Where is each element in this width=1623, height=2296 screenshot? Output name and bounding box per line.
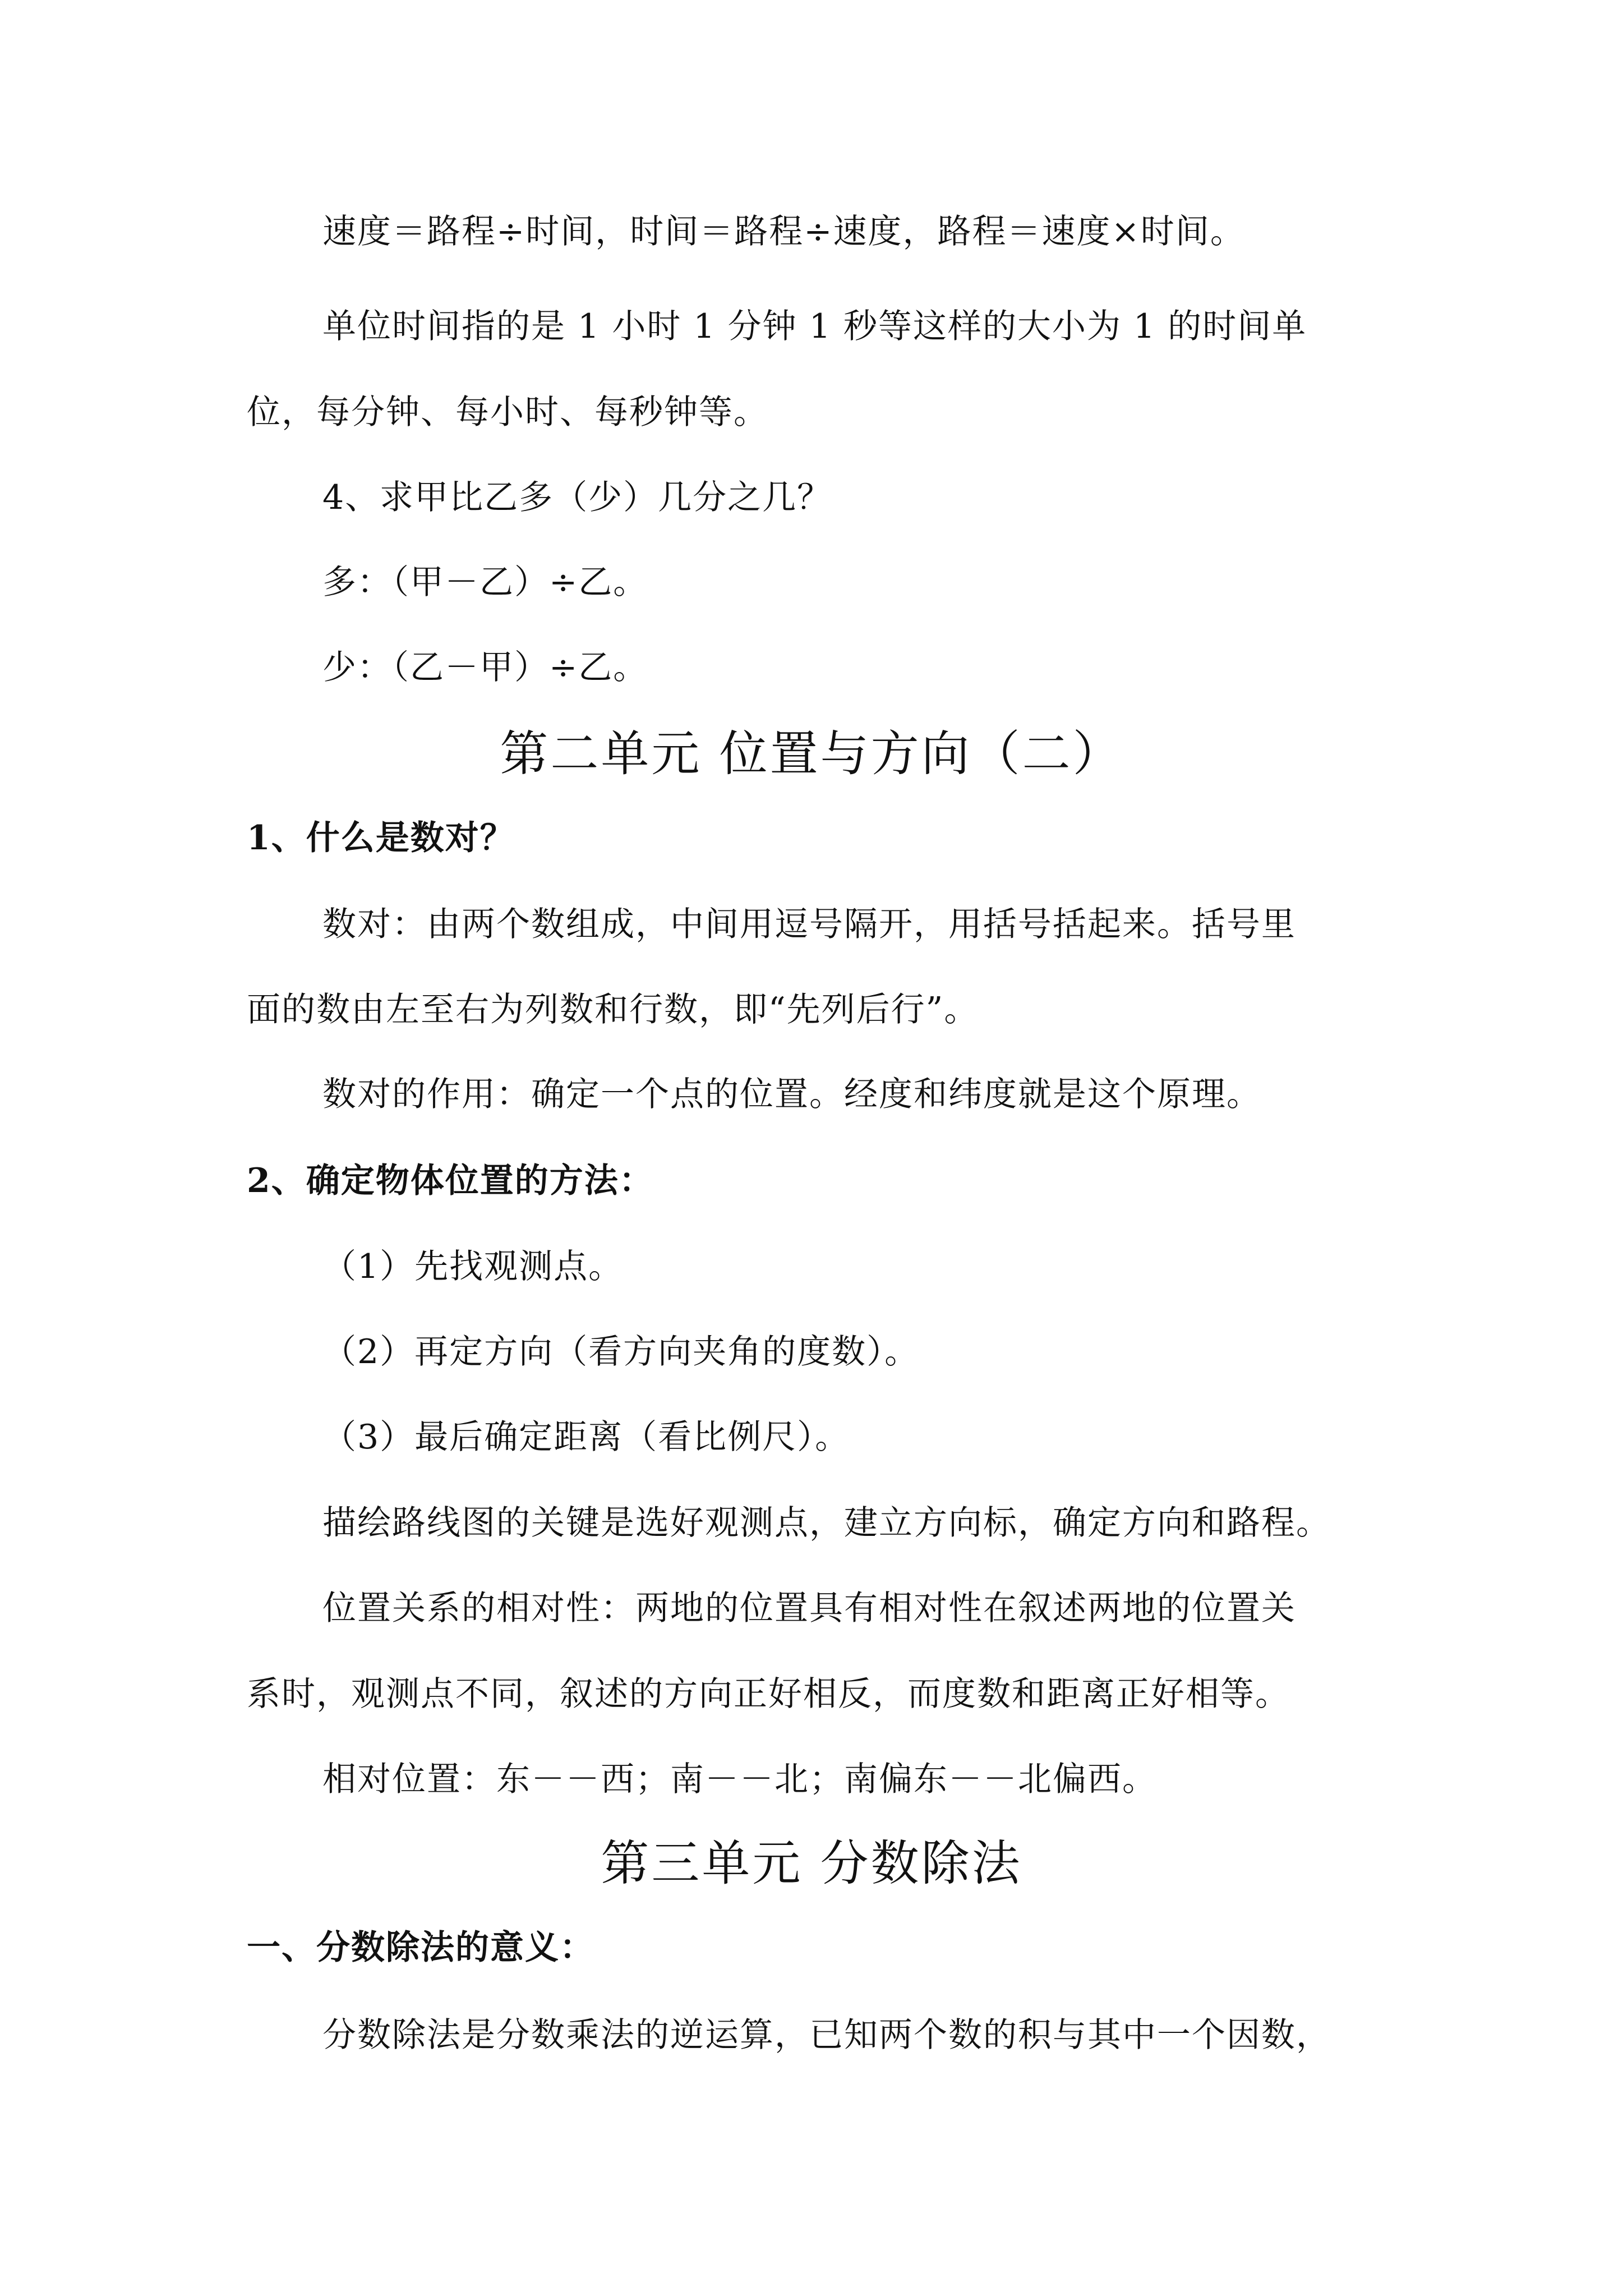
unit-2-step-2: （2）再定方向（看方向夹角的度数）。: [322, 1332, 920, 1372]
unit-2-paragraph-1b: 面的数由左至右为列数和行数，即“先列后行”。: [247, 990, 979, 1029]
unit-2-step-1: （1）先找观测点。: [322, 1247, 624, 1286]
unit-time-line-1: 单位时间指的是 1 小时 1 分钟 1 秒等这样的大小为 1 的时间单: [322, 307, 1307, 346]
unit-2-title: 第二单元 位置与方向（二）: [500, 726, 1123, 782]
speed-formula-line: 速度＝路程÷时间，时间＝路程÷速度，路程＝速度×时间。: [322, 212, 1245, 251]
unit-3-title: 第三单元 分数除法: [601, 1835, 1022, 1892]
unit-2-paragraph-4a: 位置关系的相对性：两地的位置具有相对性在叙述两地的位置关: [322, 1589, 1296, 1628]
unit-2-paragraph-3: 描绘路线图的关键是选好观测点，建立方向标，确定方向和路程。: [322, 1503, 1331, 1543]
more-formula-line: 多：（甲－乙）÷乙。: [322, 563, 648, 602]
unit-2-heading-2: 2、确定物体位置的方法：: [247, 1161, 654, 1200]
unit-2-paragraph-4b: 系时，观测点不同，叙述的方向正好相反，而度数和距离正好相等。: [247, 1674, 1290, 1714]
unit-3-heading-1: 一、分数除法的意义：: [247, 1928, 594, 1967]
question-4-line: 4、求甲比乙多（少）几分之几？: [322, 478, 832, 517]
unit-time-line-2: 位，每分钟、每小时、每秒钟等。: [247, 393, 768, 432]
unit-2-heading-1: 1、什么是数对？: [247, 818, 515, 858]
unit-2-paragraph-5: 相对位置：东－－西；南－－北；南偏东－－北偏西。: [322, 1760, 1157, 1799]
unit-2-step-3: （3）最后确定距离（看比例尺）。: [322, 1418, 850, 1457]
unit-2-paragraph-2: 数对的作用：确定一个点的位置。经度和纬度就是这个原理。: [322, 1075, 1261, 1114]
unit-3-paragraph-1: 分数除法是分数乘法的逆运算，已知两个数的积与其中一个因数，: [322, 2016, 1331, 2055]
less-formula-line: 少：（乙－甲）÷乙。: [322, 648, 648, 687]
unit-2-paragraph-1a: 数对：由两个数组成，中间用逗号隔开，用括号括起来。括号里: [322, 905, 1296, 944]
